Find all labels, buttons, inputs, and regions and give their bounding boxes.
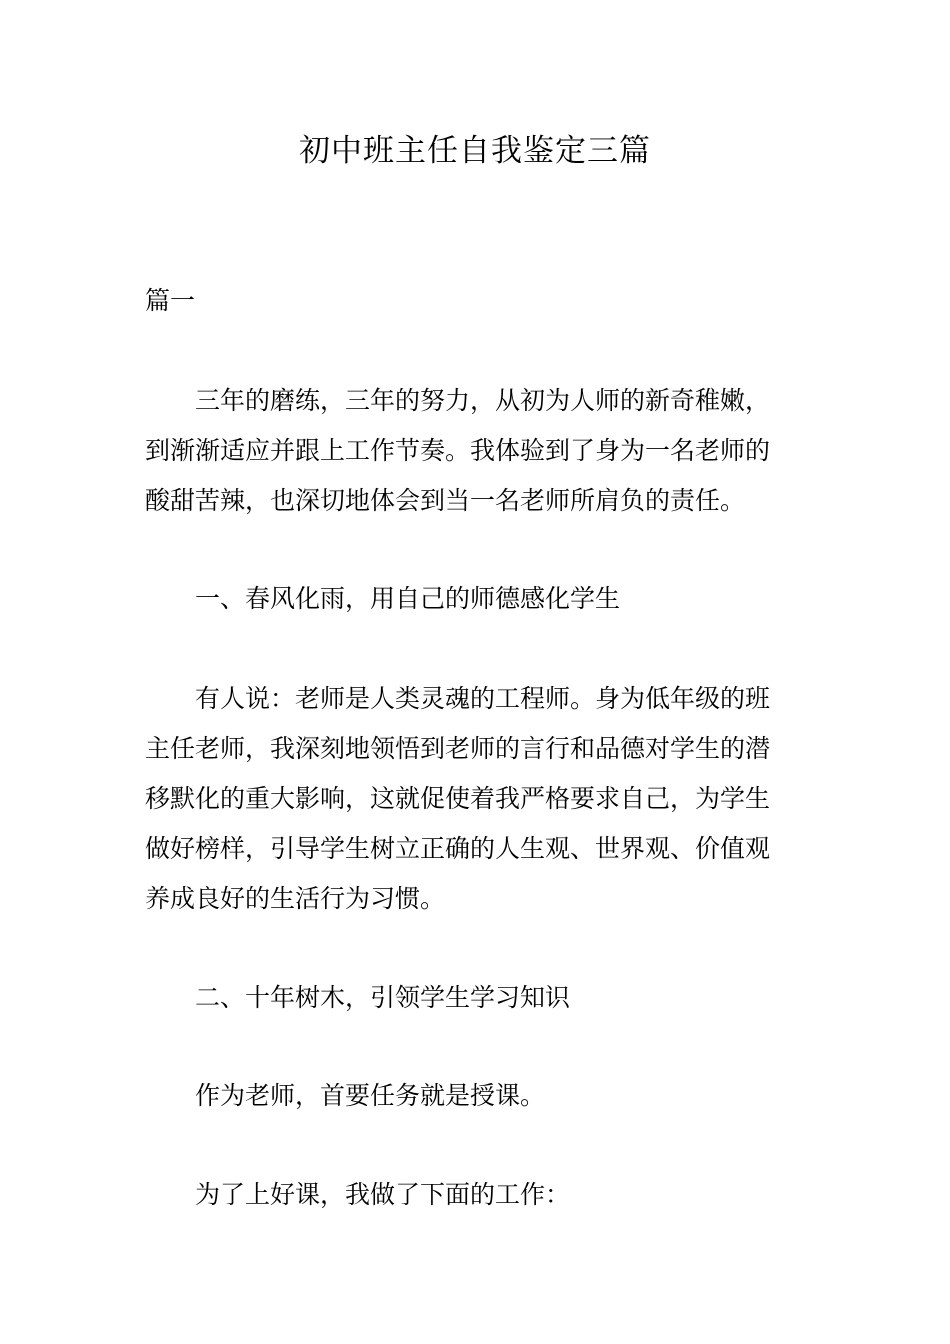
paragraph-1-line-5: 养成良好的生活行为习惯。	[145, 884, 446, 913]
intro-line-2: 到渐渐适应并跟上工作节奏。我体验到了身为一名老师的	[145, 436, 771, 465]
paragraph-1-line-3: 移默化的重大影响，这就促使着我严格要求自己，为学生	[145, 784, 771, 813]
paragraph-1	[145, 674, 810, 924]
section-label: 篇一	[145, 286, 196, 315]
intro-line-1: 三年的磨练，三年的努力，从初为人师的新奇稚嫩，	[195, 386, 771, 415]
paragraph-3: 为了上好课，我做了下面的工作：	[195, 1180, 571, 1209]
paragraph-1-line-1: 有人说：老师是人类灵魂的工程师。身为低年级的班	[195, 684, 771, 713]
intro-paragraph	[145, 376, 810, 526]
intro-line-3: 酸甜苦辣，也深切地体会到当一名老师所肩负的责任。	[145, 486, 746, 515]
paragraph-2: 作为老师，首要任务就是授课。	[195, 1081, 546, 1110]
document-title: 初中班主任自我鉴定三篇	[299, 133, 651, 169]
heading-1: 一、春风化雨，用自己的师德感化学生	[195, 584, 621, 613]
paragraph-1-line-4: 做好榜样，引导学生树立正确的人生观、世界观、价值观	[145, 834, 771, 863]
paragraph-1-line-2: 主任老师，我深刻地领悟到老师的言行和品德对学生的潜	[145, 734, 771, 763]
heading-2: 二、十年树木，引领学生学习知识	[195, 983, 571, 1012]
